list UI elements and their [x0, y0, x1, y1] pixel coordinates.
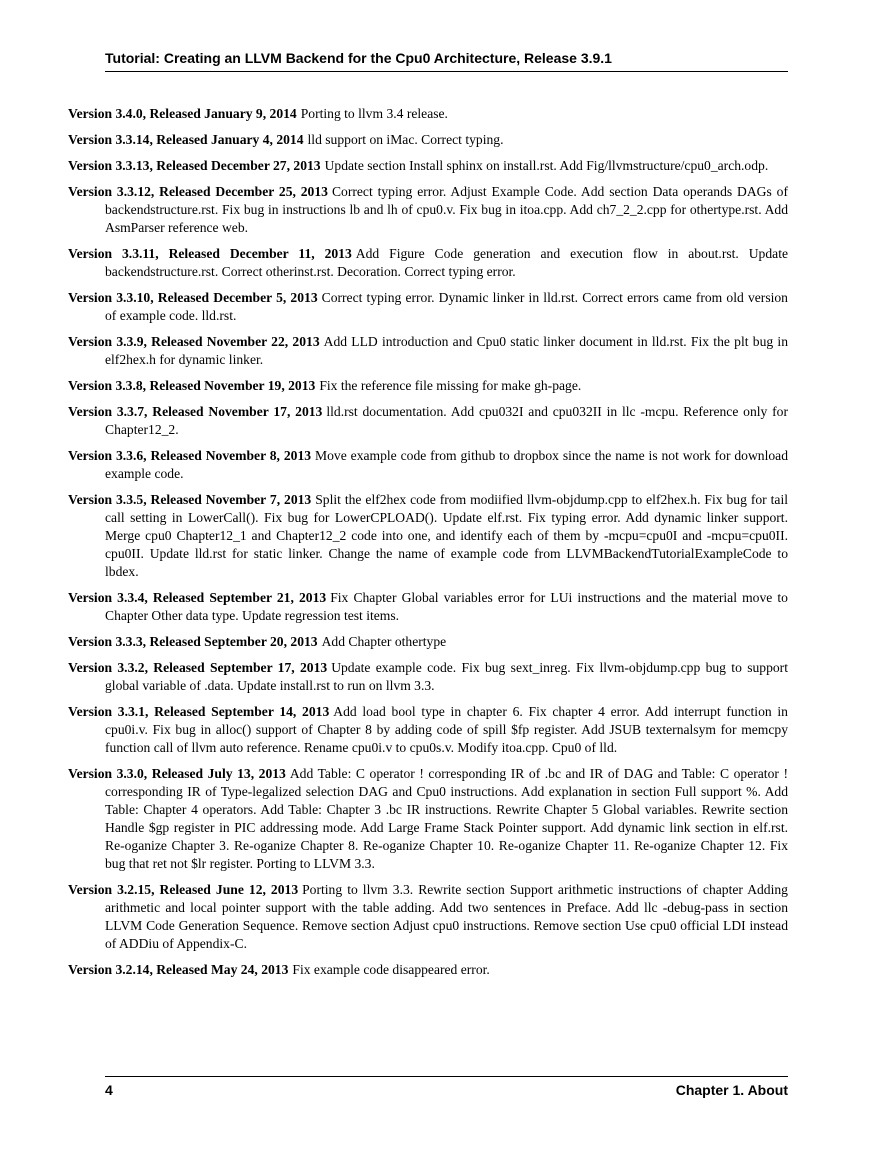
- release-version: Version 3.3.13, Released December 27, 2013: [68, 158, 321, 173]
- release-notes: Add Chapter othertype: [321, 634, 447, 649]
- release-history-list: [68, 105, 788, 987]
- header-title: Tutorial: Creating an LLVM Backend for the Cpu0 Architecture, Release 3.9.1: [105, 50, 612, 66]
- release-entry: [68, 659, 788, 695]
- release-notes: Add LLD introduction and Cpu0 static linker document in lld.rst. Fix the plt bug in elf2hex.h for dynamic linker.: [105, 334, 788, 367]
- running-header: [105, 50, 788, 72]
- release-notes: Move example code from github to dropbox since the name is not work for download example code.: [105, 448, 788, 481]
- release-entry: [68, 157, 788, 175]
- release-version: Version 3.3.4, Released September 21, 2013: [68, 590, 327, 605]
- release-entry: [68, 491, 788, 581]
- release-version: Version 3.3.7, Released November 17, 2013: [68, 404, 323, 419]
- release-entry: [68, 961, 788, 979]
- release-version: Version 3.3.10, Released December 5, 2013: [68, 290, 318, 305]
- release-version: Version 3.3.0, Released July 13, 2013: [68, 766, 286, 781]
- release-entry: [68, 105, 788, 123]
- running-footer: [105, 1076, 788, 1098]
- release-entry: [68, 183, 788, 237]
- release-version: Version 3.3.8, Released November 19, 2013: [68, 378, 316, 393]
- release-version: Version 3.3.3, Released September 20, 2013: [68, 634, 318, 649]
- release-entry: [68, 765, 788, 873]
- release-version: Version 3.3.12, Released December 25, 2013: [68, 184, 328, 199]
- release-notes: Fix Chapter Global variables error for LUi instructions and the material move to Chapter Other data type. Update regression test items.: [105, 590, 788, 623]
- release-notes: Update example code. Fix bug sext_inreg. Fix llvm-objdump.cpp bug to support global variable of .data. Update install.rst to run on llvm 3.3.: [105, 660, 788, 693]
- release-notes: Update section Install sphinx on install.rst. Add Fig/llvmstructure/cpu0_arch.odp.: [324, 158, 769, 173]
- release-notes: Add Figure Code generation and execution flow in about.rst. Update backendstructure.rst. Correct otherinst.rst. Decoration. Correct typing error.: [105, 246, 788, 279]
- release-version: Version 3.3.5, Released November 7, 2013: [68, 492, 312, 507]
- release-notes: Add load bool type in chapter 6. Fix chapter 4 error. Add interrupt function in cpu0i.v. Fix bug in alloc() support of Chapter 8 by adding code of spill $fp register. Add JSUB texternalsym for memcpy function call of llvm auto reference. Rename cpu0i.v to cpu0s.v. Modify itoa.cpp. Cpu0 of lld.: [105, 704, 788, 755]
- release-version: Version 3.3.11, Released December 11, 2013: [68, 246, 352, 261]
- release-notes: Porting to llvm 3.3. Rewrite section Support arithmetic instructions of chapter Adding arithmetic and local pointer support with the table adding. Add two sentences in Preface. Add llc -debug-pass in section LLVM Code Generation Sequence. Remove section Adjust cpu0 instructions. Remove section Use cpu0 official LDI instead of ADDiu of Appendix-C.: [105, 882, 788, 951]
- release-entry: [68, 377, 788, 395]
- release-version: Version 3.2.15, Released June 12, 2013: [68, 882, 299, 897]
- release-notes: lld support on iMac. Correct typing.: [307, 132, 504, 147]
- release-notes: Fix example code disappeared error.: [292, 962, 490, 977]
- release-notes: Correct typing error. Dynamic linker in lld.rst. Correct errors came from old version of example code. lld.rst.: [105, 290, 788, 323]
- release-entry: [68, 881, 788, 953]
- release-version: Version 3.3.14, Released January 4, 2014: [68, 132, 304, 147]
- release-version: Version 3.2.14, Released May 24, 2013: [68, 962, 289, 977]
- release-notes: Porting to llvm 3.4 release.: [300, 106, 448, 121]
- release-notes: Correct typing error. Adjust Example Code. Add section Data operands DAGs of backendstructure.rst. Fix bug in instructions lb and lh of cpu0.v. Fix bug in itoa.cpp. Add ch7_2_2.cpp for othertype.rst. Add AsmParser reference web.: [105, 184, 788, 235]
- release-entry: [68, 289, 788, 325]
- release-entry: [68, 403, 788, 439]
- release-entry: [68, 333, 788, 369]
- release-entry: [68, 703, 788, 757]
- release-entry: [68, 245, 788, 281]
- release-entry: [68, 447, 788, 483]
- release-notes: Fix the reference file missing for make gh-page.: [319, 378, 582, 393]
- release-entry: [68, 131, 788, 149]
- release-notes: Add Table: C operator ! corresponding IR of .bc and IR of DAG and Table: C operator ! corresponding IR of Type-legalized selection DAG and Cpu0 instructions. Add explanation in section Full support %. Add Table: Chapter 4 operators. Add Table: Chapter 3 .bc IR instructions. Rewrite Chapter 5 Global variables. Rewrite section Handle $gp register in PIC addressing mode. Add Large Frame Stack Pointer support. Add dynamic link section in elf.rst. Re-oganize Chapter 3. Re-oganize Chapter 8. Re-oganize Chapter 10. Re-oganize Chapter 11. Re-oganize Chapter 12. Fix bug that ret not $lr register. Porting to LLVM 3.3.: [105, 766, 788, 871]
- release-notes: Split the elf2hex code from modiified llvm-objdump.cpp to elf2hex.h. Fix bug for tail call setting in LowerCall(). Fix bug for LowerCPLOAD(). Update elf.rst. Fix typing error. Add dynamic linker support. Merge cpu0 Chapter12_1 and Chapter12_2 code into one, and identify each of them by -mcpu=cpu0I and -mcpu=cpu0II. cpu0II. Update lld.rst for static linker. Change the name of example code from LLVMBackendTutorialExampleCode to lbdex.: [105, 492, 788, 579]
- release-entry: [68, 589, 788, 625]
- release-version: Version 3.3.9, Released November 22, 2013: [68, 334, 320, 349]
- release-version: Version 3.4.0, Released January 9, 2014: [68, 106, 297, 121]
- release-notes: lld.rst documentation. Add cpu032I and cpu032II in llc -mcpu. Reference only for Chapter12_2.: [105, 404, 788, 437]
- release-entry: [68, 633, 788, 651]
- chapter-label: Chapter 1. About: [675, 1082, 788, 1098]
- page-number: 4: [105, 1082, 113, 1098]
- release-version: Version 3.3.2, Released September 17, 2013: [68, 660, 328, 675]
- release-version: Version 3.3.1, Released September 14, 2013: [68, 704, 330, 719]
- release-version: Version 3.3.6, Released November 8, 2013: [68, 448, 312, 463]
